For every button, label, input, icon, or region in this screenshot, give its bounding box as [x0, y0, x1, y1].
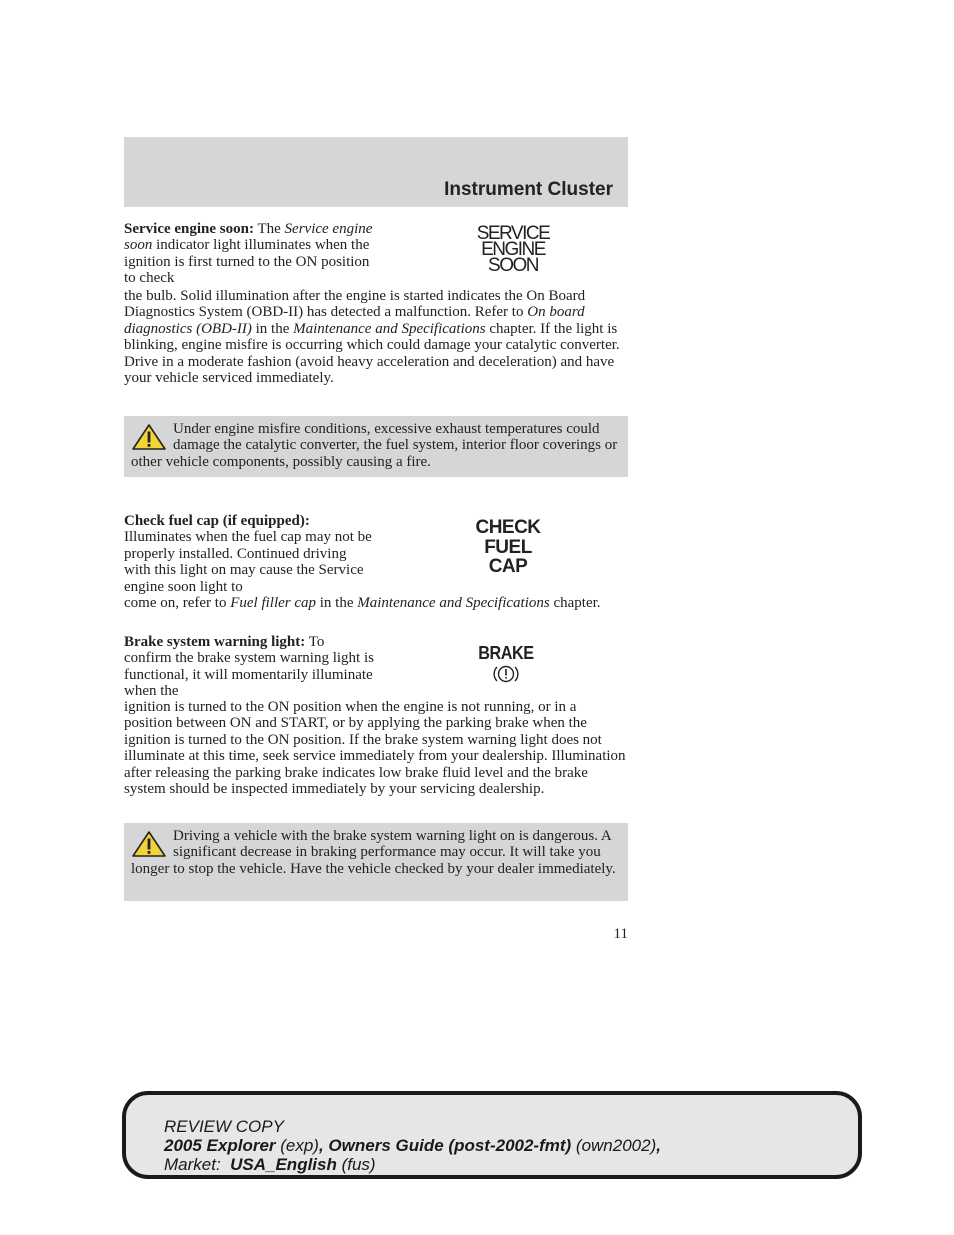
brake-intro: Brake system warning light: To confirm the brake system warning light is functional, it will momentarily illuminate when the	[124, 634, 374, 700]
brake-label: Brake system warning light:	[124, 634, 306, 650]
service-engine-intro: Service engine soon: The Service engine soon indicator light illuminates when the ignition is first turned to the ON position to check	[124, 221, 373, 287]
review-copy-label: REVIEW COPY	[164, 1117, 284, 1136]
fuel-cap-label: Check fuel cap (if equipped):	[124, 513, 310, 529]
brake-body: ignition is turned to the ON position when the engine is not running, or in a position between ON and START, or by applying the parking brake when the ignition is turned to the ON position. If the brake system warning light does not illuminate at this time, seek service immediately from your dealership. Illumination after releasing the parking brake indicates low brake fluid level and the brake system should be inspected immediately by your servicing dealership.	[124, 699, 626, 798]
brake-circle-exclamation-icon	[492, 664, 520, 684]
warning-text-brake: Driving a vehicle with the brake system warning light on is dangerous. A significant decrease in braking performance may occur. It will take you longer to stop the vehicle. Have the vehicle checked by your dealer immediately.	[131, 828, 616, 877]
page-number: 11	[613, 926, 628, 942]
service-engine-label: Service engine soon:	[124, 221, 254, 237]
section-header-band	[124, 137, 628, 207]
warning-box-brake	[124, 823, 628, 901]
warning-text-misfire: Under engine misfire conditions, excessive exhaust temperatures could damage the catalytic converter, the fuel system, interior floor coverings or other vehicle components, possibly causing a fire.	[131, 421, 618, 470]
service-engine-body: the bulb. Solid illumination after the engine is started indicates the On Board Diagnostics System (OBD-II) has detected a malfunction. Refer to On board diagnostics (OBD-II) in the Maintenance and Specifications chapter. If the light is blinking, engine misfire is occurring which could damage your catalytic converter. Drive in a moderate fashion (avoid heavy acceleration and deceleration) and have your vehicle serviced immediately.	[124, 288, 620, 387]
section-title: Instrument Cluster	[444, 179, 613, 200]
footer-text: REVIEW COPY 2005 Explorer (exp), Owners Guide (post-2002-fmt) (own2002), Market: USA_English (fus)	[164, 1117, 661, 1174]
warning-triangle-icon	[131, 830, 167, 858]
review-copy-footer	[122, 1091, 862, 1179]
warning-box-misfire	[124, 416, 628, 477]
warning-triangle-icon	[131, 423, 167, 451]
fuel-cap-intro: Check fuel cap (if equipped): Illuminates when the fuel cap may not be properly installed. Continued driving with this light on may cause the Service engine soon light to	[124, 513, 372, 595]
fuel-cap-body: come on, refer to Fuel filler cap in the Maintenance and Specifications chapter.	[124, 595, 601, 611]
brake-indicator-icon: BRAKE	[470, 643, 542, 684]
service-engine-soon-indicator-icon: SERVICE ENGINE SOON	[476, 223, 550, 276]
check-fuel-cap-indicator-icon: CHECK FUEL CAP	[475, 517, 541, 577]
